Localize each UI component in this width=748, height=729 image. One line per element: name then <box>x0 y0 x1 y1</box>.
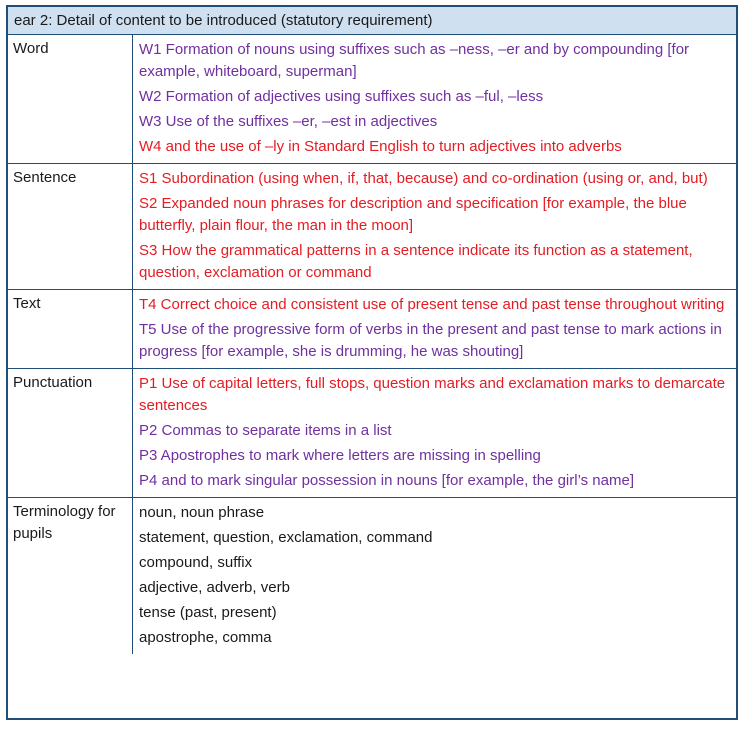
row-content-punctuation <box>133 369 737 498</box>
item-t4: T4 Correct choice and consistent use of present tense and past tense throughout writing <box>139 296 725 313</box>
row-label-punctuation: Punctuation <box>8 369 133 498</box>
term-item: noun, noun phrase <box>139 504 265 521</box>
item-w1: W1 Formation of nouns using suffixes such as –ness, –er and by compounding [for example, whiteboard, superman] <box>139 41 690 80</box>
term-item: compound, suffix <box>139 554 253 571</box>
item-p2: P2 Commas to separate items in a list <box>139 422 392 439</box>
row-content-text <box>133 290 737 369</box>
table-row-terminology <box>8 498 736 655</box>
term-item: statement, question, exclamation, command <box>139 529 433 546</box>
table-row-punctuation <box>8 369 736 498</box>
term-item: apostrophe, comma <box>139 629 272 646</box>
term-item: tense (past, present) <box>139 604 277 621</box>
item-s3: S3 How the grammatical patterns in a sentence indicate its function as a statement, question, exclamation or command <box>139 242 693 281</box>
item-p1: P1 Use of capital letters, full stops, question marks and exclamation marks to demarcate sentences <box>139 375 726 414</box>
item-w3: W3 Use of the suffixes –er, –est in adjectives <box>139 113 438 130</box>
row-content-sentence <box>133 164 737 290</box>
row-content-word <box>133 35 737 164</box>
item-s2: S2 Expanded noun phrases for description and specification [for example, the blue butterfly, plain flour, the man in the moon] <box>139 195 687 234</box>
table-row-text <box>8 290 736 369</box>
table-title: ear 2: Detail of content to be introduced (statutory requirement) <box>8 7 736 35</box>
item-w4: W4 and the use of –ly in Standard English to turn adjectives into adverbs <box>139 138 622 155</box>
item-s1: S1 Subordination (using when, if, that, because) and co-ordination (using or, and, but) <box>139 170 708 187</box>
row-label-terminology: Terminology for pupils <box>8 498 133 655</box>
row-label-sentence: Sentence <box>8 164 133 290</box>
row-content-terminology <box>133 498 737 655</box>
row-label-word: Word <box>8 35 133 164</box>
item-t5: T5 Use of the progressive form of verbs in the present and past tense to mark actions in progress [for example, she is drumming, he was shouting] <box>139 321 722 360</box>
content-table <box>8 35 736 654</box>
term-item: adjective, adverb, verb <box>139 579 290 596</box>
table-row-sentence <box>8 164 736 290</box>
item-w2: W2 Formation of adjectives using suffixes such as –ful, –less <box>139 88 544 105</box>
table-body <box>8 35 736 654</box>
item-p3: P3 Apostrophes to mark where letters are missing in spelling <box>139 447 541 464</box>
curriculum-table-frame <box>6 5 738 720</box>
row-label-text: Text <box>8 290 133 369</box>
table-row-word <box>8 35 736 164</box>
item-p4: P4 and to mark singular possession in nouns [for example, the girl’s name] <box>139 472 634 489</box>
